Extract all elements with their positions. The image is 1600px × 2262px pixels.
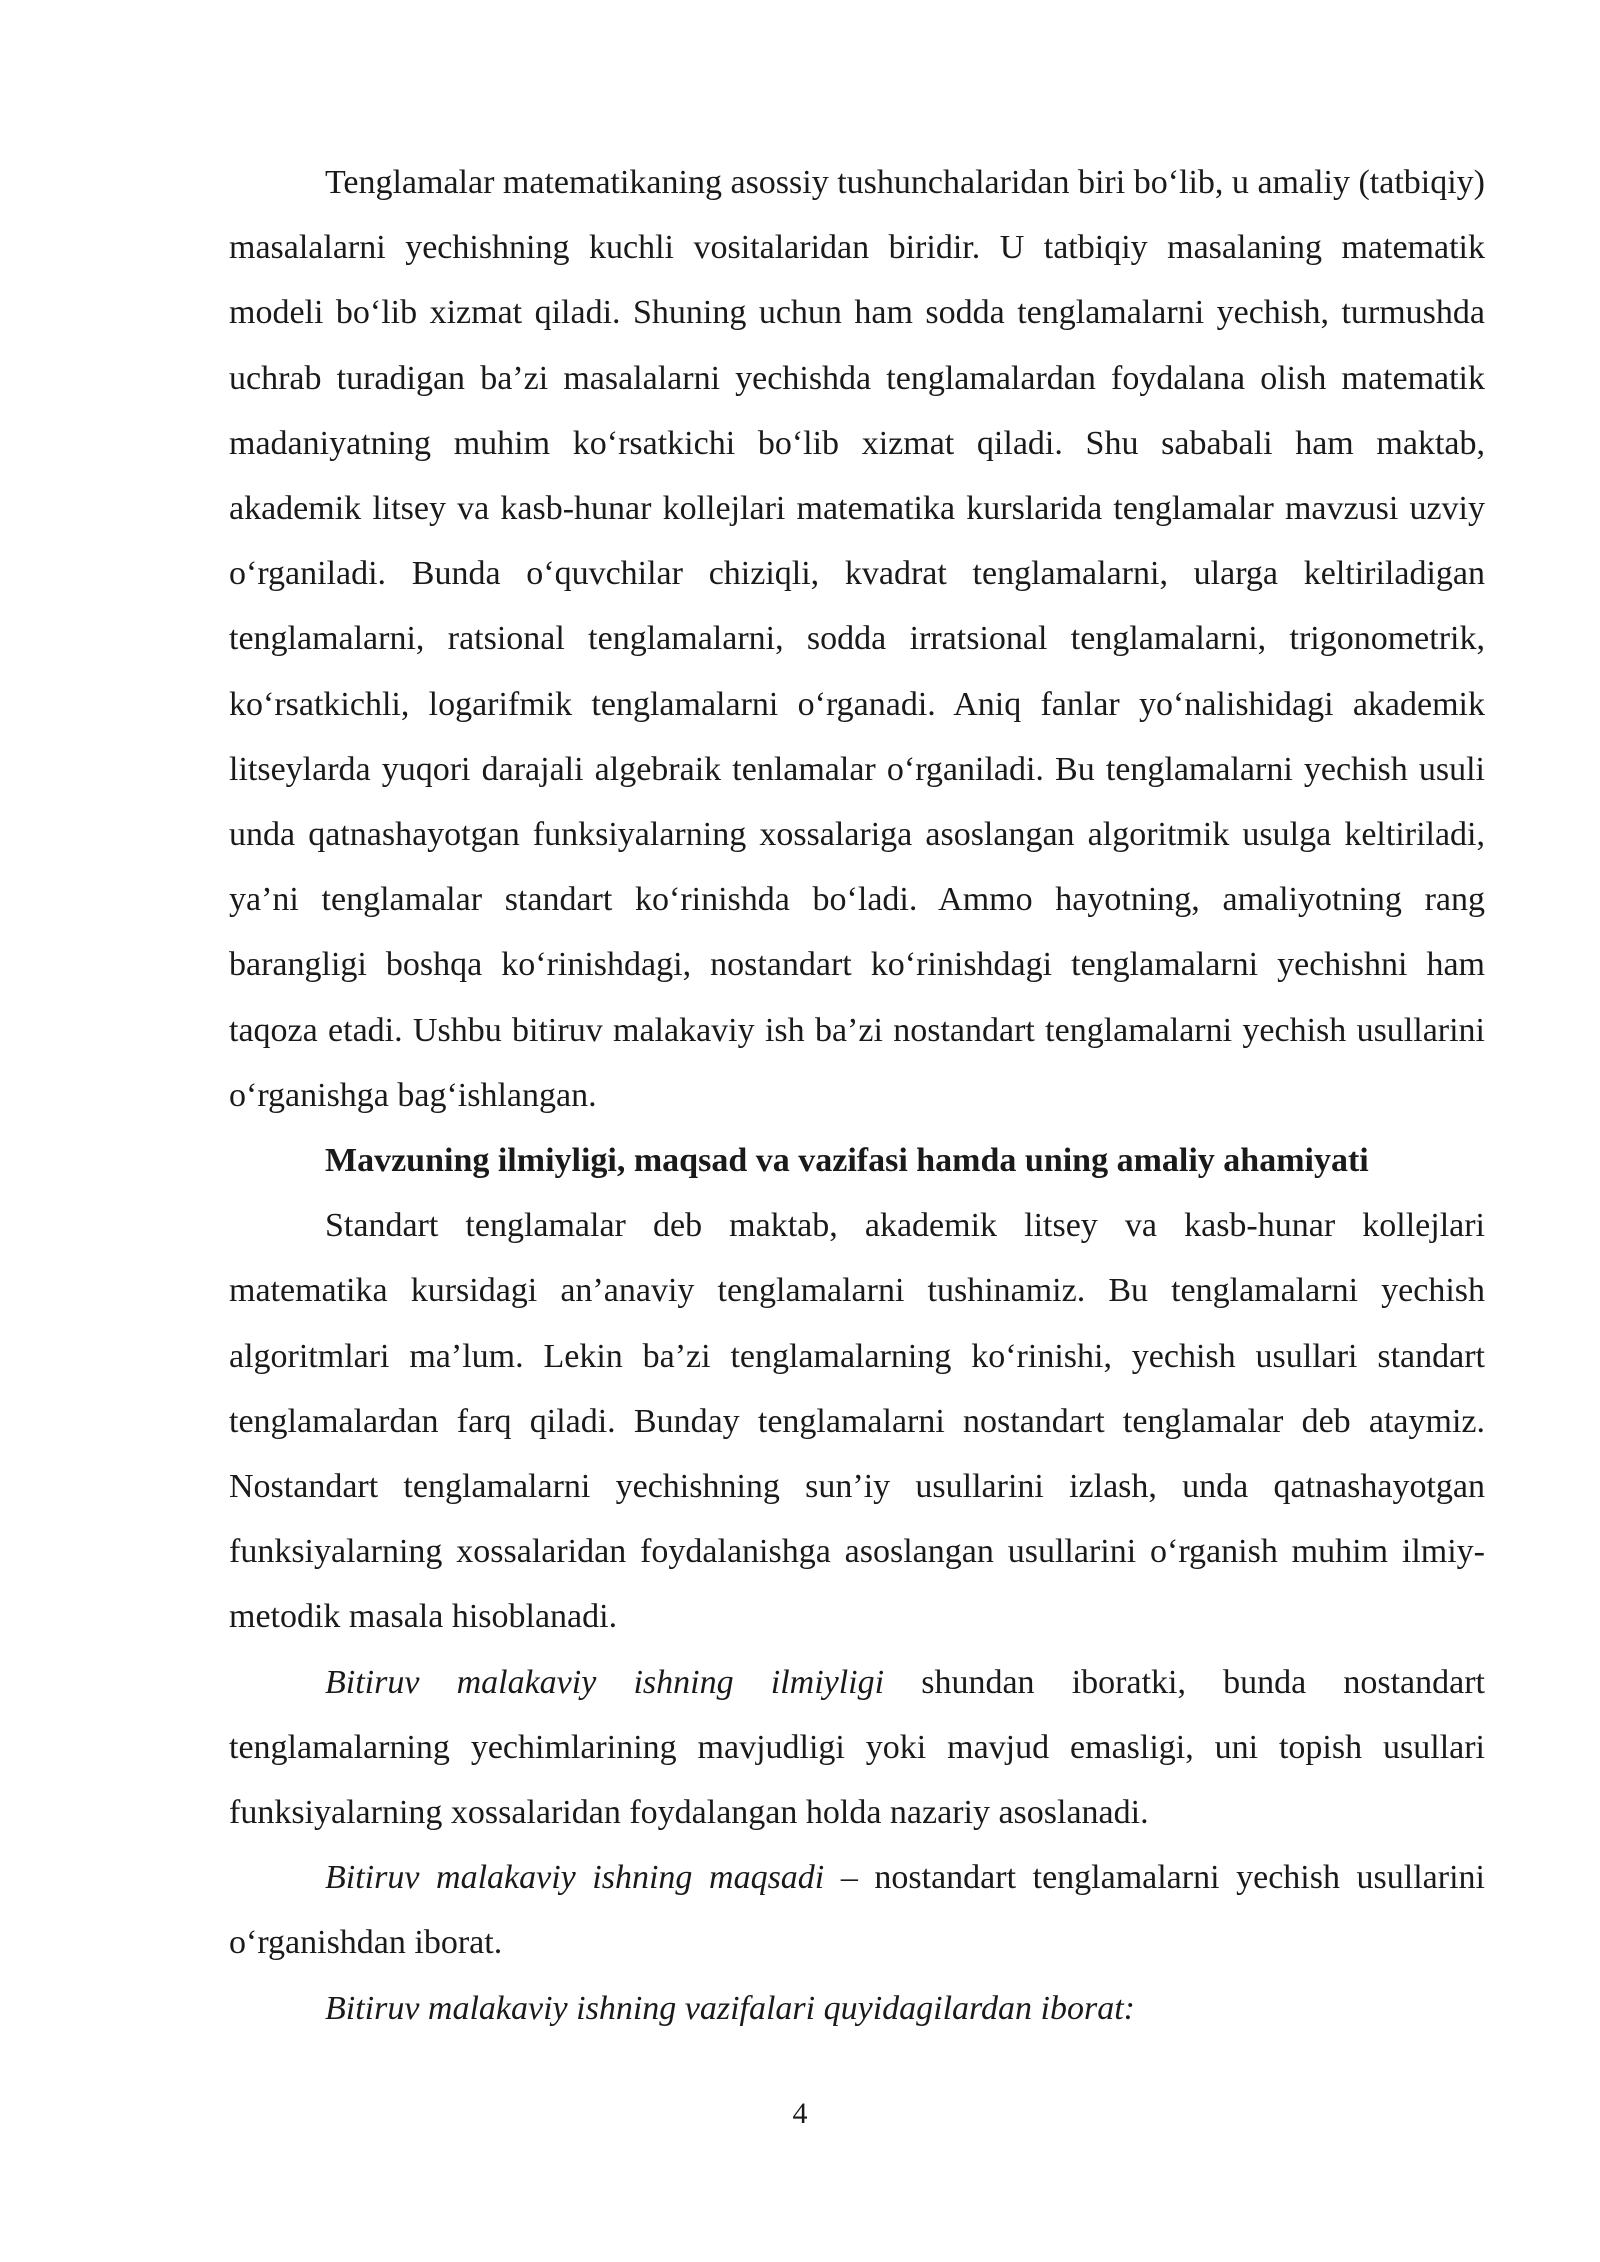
- scientific-novelty-lead: Bitiruv malakaviy ishning ilmiyligi: [325, 1663, 885, 1701]
- goal-paragraph: [229, 1845, 1485, 1975]
- page-number: 4: [792, 2097, 808, 2130]
- document-page: [229, 150, 1485, 2041]
- scientific-novelty-text: shundan iboratki, bunda nostandart tenglamalarning yechimlarining mavjudligi yoki mavjud emasligi, uni topish usullari funksiyalarning xossalaridan foydalangan holda nazariy asoslanadi.: [229, 1663, 1485, 1832]
- goal-text: – nostandart tenglamalarni yechish usullarini o‘rganishdan iborat.: [229, 1859, 1485, 1962]
- tasks-lead: Bitiruv malakaviy ishning vazifalari quyidagilardan iborat:: [325, 1989, 1135, 2027]
- section-heading: Mavzuning ilmiyligi, maqsad va vazifasi hamda uning amaliy ahamiyati: [325, 1142, 1369, 1180]
- tasks-paragraph: [229, 1976, 1485, 2041]
- standard-equations-paragraph: Standart tenglamalar deb maktab, akademik litsey va kasb-hunar kollejlari matematika kursidagi an’anaviy tenglamalarni tushinamiz. Bu tenglamalarni yechish algoritmlari ma’lum. Lekin ba’zi tenglamalarning ko‘rinishi, yechish usullari standart tenglamalardan farq qiladi. Bunday tenglamalarni nostandart tenglamalar deb ataymiz. Nostandart tenglamalarni yechishning sun’iy usullarini izlash, unda qatnashayotgan funksiyalarning xossalaridan foydalanishga asoslangan usullarini o‘rganish muhim ilmiy-metodik masala hisoblanadi.: [229, 1207, 1485, 1636]
- goal-lead: Bitiruv malakaviy ishning maqsadi: [325, 1859, 825, 1897]
- scientific-novelty-paragraph: [229, 1650, 1485, 1846]
- intro-paragraph: Tenglamalar matematikaning asossiy tushunchalaridan biri bo‘lib, u amaliy (tatbiqiy) masalalarni yechishning kuchli vositalaridan biridir. U tatbiqiy masalaning matematik modeli bo‘lib xizmat qiladi. Shuning uchun ham sodda tenglamalarni yechish, turmushda uchrab turadigan ba’zi masalalarni yechishda tenglamalardan foydalana olish matematik madaniyatning muhim ko‘rsatkichi bo‘lib xizmat qiladi. Shu sababali ham maktab, akademik litsey va kasb-hunar kollejlari matematika kurslarida tenglamalar mavzusi uzviy o‘rganiladi. Bunda o‘quvchilar chiziqli, kvadrat tenglamalarni, ularga keltiriladigan tenglamalarni, ratsional tenglamalarni, sodda irratsional tenglamalarni, trigonometrik, ko‘rsatkichli, logarifmik tenglamalarni o‘rganadi. Aniq fanlar yo‘nalishidagi akademik litseylarda yuqori darajali algebraik tenlamalar o‘rganiladi. Bu tenglamalarni yechish usuli unda qatnashayotgan funksiyalarning xossalariga asoslangan algoritmik usulga keltiriladi, ya’ni tenglamalar standart ko‘rinishda bo‘ladi. Ammo hayotning, amaliyotning rang barangligi boshqa ko‘rinishdagi, nostandart ko‘rinishdagi tenglamalarni yechishni ham taqoza etadi. Ushbu bitiruv malakaviy ish ba’zi nostandart tenglamalarni yechish usullarini o‘rganishga bag‘ishlangan.: [229, 164, 1485, 1114]
